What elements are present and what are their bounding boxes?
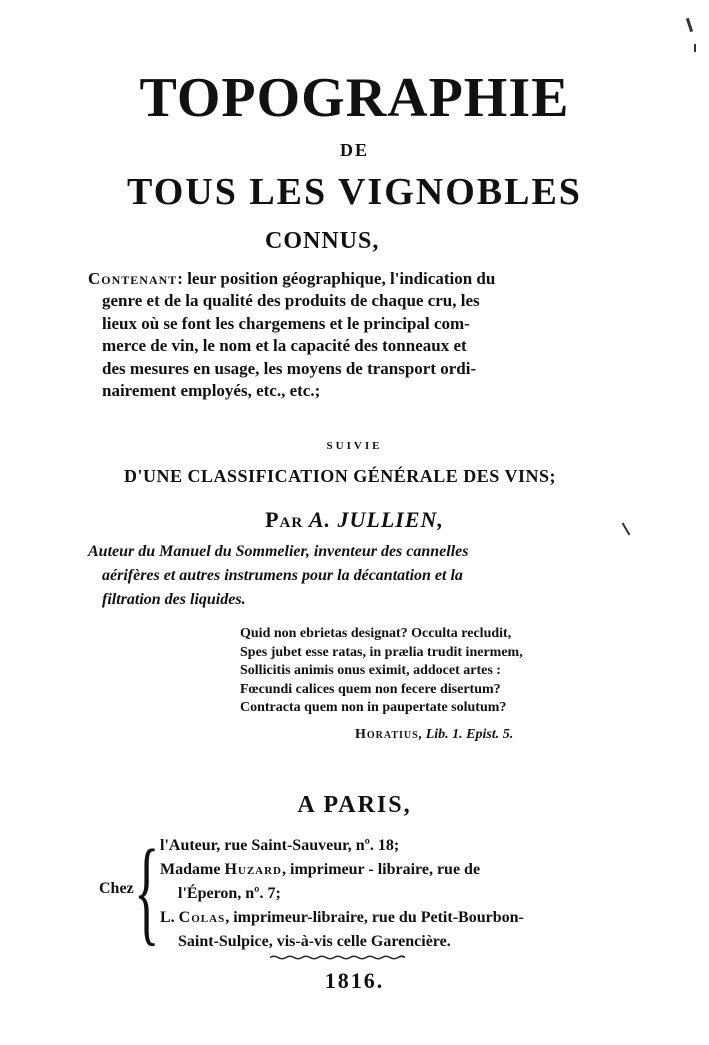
contents-line: des mesures en usage, les moyens de transport ordi-: [102, 358, 477, 378]
epigraph-line: Sollicitis animis onus eximit, addocet artes :: [240, 663, 501, 679]
contents-description: [88, 268, 588, 402]
ornamental-rule: [270, 955, 405, 960]
speck-mark: [694, 44, 696, 52]
contents-line: lieux où se font les chargemens et le principal com-: [102, 313, 470, 333]
classification-heading: D'UNE CLASSIFICATION GÉNÉRALE DES VINS;: [124, 466, 556, 486]
author-credentials: [88, 540, 593, 612]
address-line: l'Éperon, nº. 7;: [178, 885, 281, 902]
credentials-line: Auteur du Manuel du Sommelier, inventeur des cannelles: [88, 543, 469, 560]
address-line: L. Colas, imprimeur-libraire, rue du Petit-Bourbon-: [160, 909, 524, 926]
curly-brace-icon: {: [134, 825, 160, 956]
epigraph-line: Contracta quem non in paupertate solutum?: [240, 700, 507, 716]
subtitle-connus: CONNUS,: [265, 228, 380, 254]
contents-line: merce de vin, le nom et la capacité des tonneaux et: [102, 336, 467, 356]
epigraph-line: Fœcundi calices quem non fecere disertum?: [240, 681, 501, 697]
epigraph-line: Quid non ebrietas designat? Occulta recludit,: [240, 626, 512, 641]
contents-line: nairement employés, etc., etc.;: [102, 381, 321, 401]
epigraph-line: Spes jubet esse ratas, in prælia trudit inermem,: [240, 644, 523, 660]
speck-mark: [686, 18, 693, 32]
address-line: Saint-Sulpice, vis-à-vis celle Garencière.: [178, 933, 451, 950]
epigraph-attribution: [355, 727, 513, 743]
credentials-line: aérifères et autres instrumens pour la décantation et la: [102, 567, 463, 584]
title-connector: DE: [339, 140, 369, 160]
imprint-city: A PARIS,: [297, 792, 412, 818]
address-line: l'Auteur, rue Saint-Sauveur, nº. 18;: [160, 837, 400, 854]
contents-line: Contenant: leur position géographique, l'indication du: [88, 269, 496, 288]
imprint-addresses: [160, 834, 590, 954]
author-name: A. JULLIEN,: [303, 507, 444, 532]
suivie-label: SUIVIE: [326, 440, 383, 452]
attribution-author: Horatius: [355, 727, 419, 742]
attribution-ref: , Lib. 1. Epist. 5.: [418, 727, 514, 742]
imprint-chez: Chez: [99, 880, 134, 897]
page-title: TOPOGRAPHIE: [139, 67, 570, 129]
contents-lead: Contenant: [88, 269, 178, 288]
author-par: Par: [265, 507, 304, 532]
epigraph: [240, 625, 580, 718]
contents-line: genre et de la qualité des produits de chaque cru, les: [102, 291, 480, 311]
credentials-line: filtration des liquides.: [102, 591, 246, 608]
author-line: [0, 507, 709, 533]
subtitle: TOUS LES VIGNOBLES: [127, 171, 582, 213]
publication-year: 1816.: [324, 968, 385, 993]
address-line: Madame Huzard, imprimeur - libraire, rue de: [160, 861, 481, 878]
